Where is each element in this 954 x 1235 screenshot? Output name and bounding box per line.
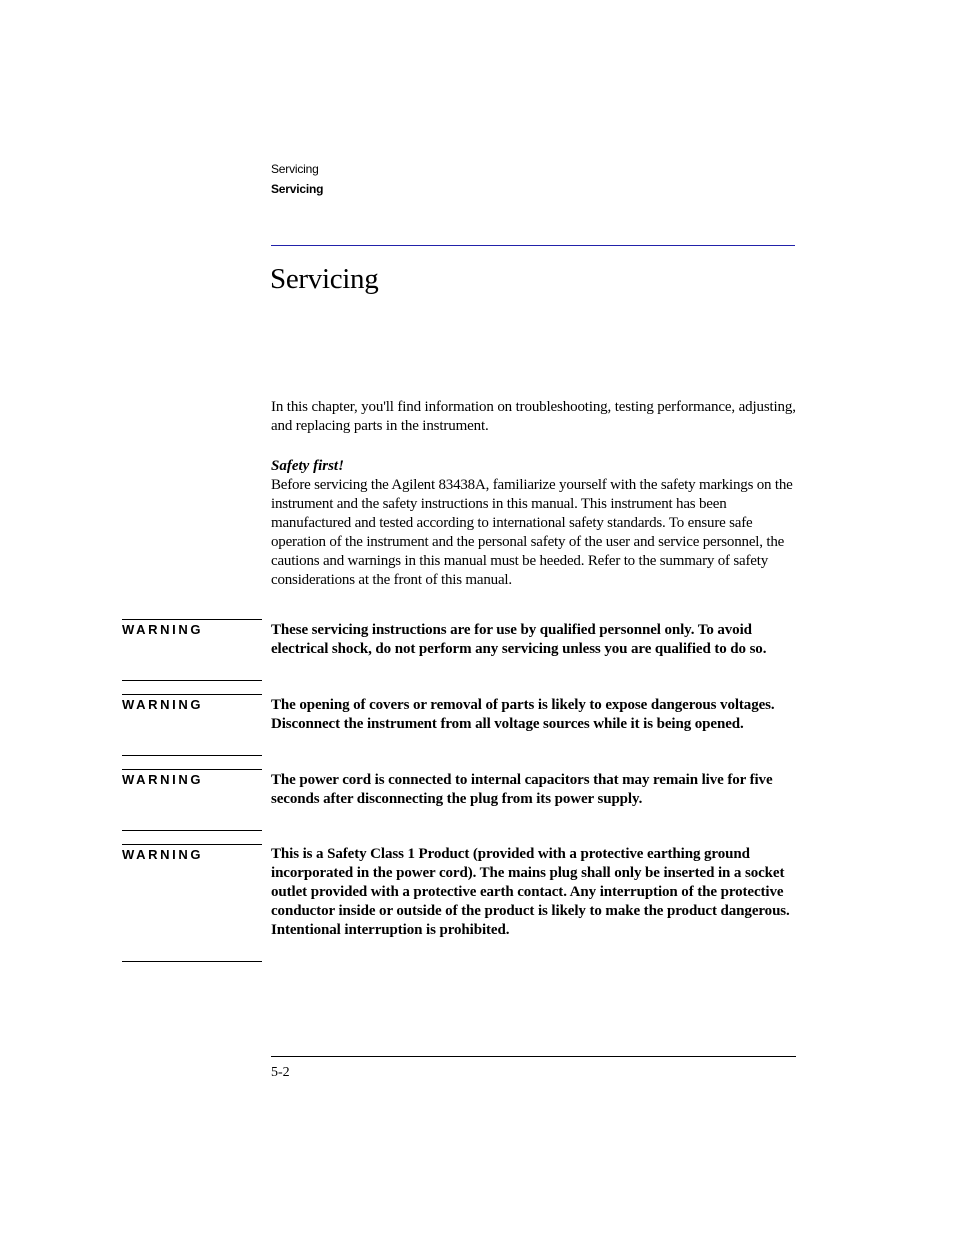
warning-text: The opening of covers or removal of parts is likely to expose dangerous voltages. Disconnect the instrument from all voltage sources while it is being opened.	[271, 697, 775, 732]
running-head-section: Servicing	[271, 182, 324, 196]
warning-label: WARNING	[122, 847, 204, 862]
warning-top-rule	[122, 769, 262, 770]
warning-top-rule	[122, 694, 262, 695]
warning-text: This is a Safety Class 1 Product (provided with a protective earthing ground incorporated in the power cord). The mains plug shall only be inserted in a socket outlet provided with a protective earth contact. Any interruption of the protective conductor inside or outside of the product is likely to make the product dangerous. Intentional interruption is prohibited.	[271, 846, 790, 938]
warning-bottom-rule	[122, 680, 262, 681]
chapter-title: Servicing	[270, 263, 379, 295]
intro-paragraph: In this chapter, you'll find information on troubleshooting, testing performance, adjusting, and replacing parts in the instrument.	[271, 399, 796, 434]
warning-text: These servicing instructions are for use by qualified personnel only. To avoid electrical shock, do not perform any servicing unless you are qualified to do so.	[271, 622, 767, 657]
warning-text: The power cord is connected to internal capacitors that may remain live for five seconds after disconnecting the plug from its power supply.	[271, 772, 773, 807]
warning-label: WARNING	[122, 697, 204, 712]
warning-top-rule	[122, 844, 262, 845]
title-rule	[271, 245, 795, 246]
warning-top-rule	[122, 619, 262, 620]
running-head-chapter: Servicing	[271, 162, 319, 176]
footer-rule	[271, 1056, 796, 1057]
warning-bottom-rule	[122, 830, 262, 831]
warning-bottom-rule	[122, 755, 262, 756]
warning-bottom-rule	[122, 961, 262, 962]
page-number: 5-2	[271, 1065, 290, 1080]
warning-label: WARNING	[122, 622, 204, 637]
warning-label: WARNING	[122, 772, 204, 787]
safety-heading: Safety first!	[271, 458, 344, 474]
safety-paragraph: Before servicing the Agilent 83438A, familiarize yourself with the safety markings on the instrument and the safety instructions in this manual. This instrument has been manufactured and tested according to international safety standards. To ensure safe operation of the instrument and the personal safety of the user and service personnel, the cautions and warnings in this manual must be heeded. Refer to the summary of safety considerations at the front of this manual.	[271, 477, 793, 588]
